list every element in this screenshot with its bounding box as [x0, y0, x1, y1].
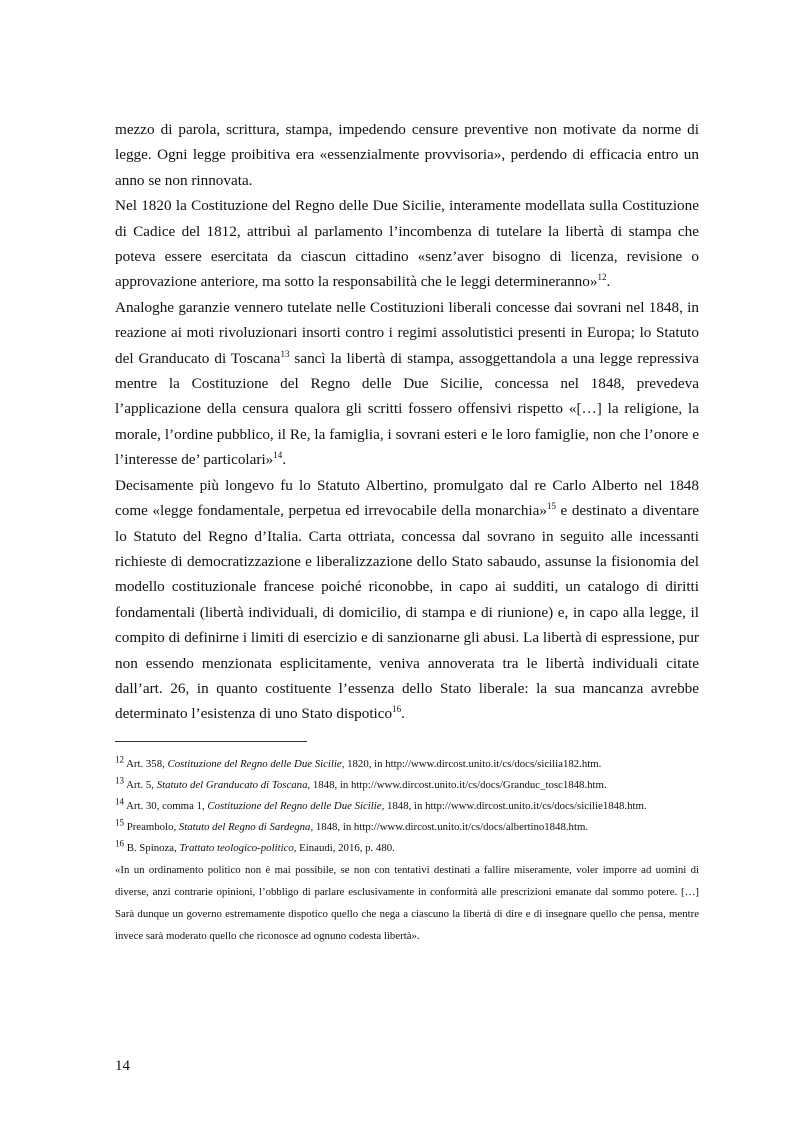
paragraph-text: Analoghe garanzie vennero tutelate nelle Costituzioni liberali concesse dai sovrani nel 1848, in reazione ai moti rivoluzionari insorti contro i regimi assolutistici presenti in Europa; lo Statuto del Granducato di Toscana	[115, 298, 699, 367]
footnote-ref[interactable]: 16	[392, 704, 402, 715]
footnote-ref[interactable]: 15	[546, 501, 556, 512]
page-content	[115, 117, 699, 947]
footnote: $^{15}$ Preambolo, Statuto del Regno di Sardegna, 1848, in http://www.dircost.unito.it/cs/docs/albertino1848.htm.	[115, 817, 589, 833]
paragraph: Decisamente più longevo fu lo Statuto Albertino, promulgato dal re Carlo Alberto nel 1848 come «legge fondamentale, perpetua ed irrevocabile della monarchia»$^{15}$ e destinato a diventare lo Statuto del Regno d’Italia. Carta ottriata, concessa dal sovrano in seguito alle incessanti richieste di democratizzazione e liberalizzazione dello Stato sabaudo, assunse la fisionomia del modello costituzionale francese poiché riconobbe, in capo ai sudditi, un catalogo di diritti fondamentali (libertà individuali, di domicilio, di stampa e di riunione) e, in capo alla legge, il compito di definirne i limiti di esercizio e di sanzionarne gli abusi. La libertà di espressione, pur non essendo menzionata esplicitamente, veniva annoverata tra le libertà individuali citate dall’art. 26, in quanto costituente l’essenza dello Stato liberale: la sua mancanza avrebbe determinato l’esistenza di uno Stato dispotico$^{16}$.	[115, 476, 699, 723]
body-text	[115, 117, 699, 727]
footnote-separator	[115, 741, 307, 742]
paragraph-text: Nel 1820 la Costituzione del Regno delle Due Sicilie, interamente modellata sulla Costituzione di Cadice del 1812, attribuì al parlamento l’incombenza di tutelare la libertà di stampa che poteva essere esercitata da ciascun cittadino «senz’aver bisogno di licenza, revisione o approvazione anteriore, ma sotto la responsabilità che le leggi determineranno»	[115, 197, 699, 291]
footnote: $^{16}$ B. Spinoza, Trattato teologico-politico, Einaudi, 2016, p. 480.	[115, 838, 395, 854]
footnote: $^{13}$ Art. 5, Statuto del Granducato di Toscana, 1848, in http://www.dircost.unito.it/cs/docs/Granduc_tosc1848.htm.	[115, 775, 607, 791]
footnote-quote: «In un ordinamento politico non è mai possibile, se non con tentativi destinati a fallire miseramente, voler imporre ad uomini di diverse, anzi contrarie opinioni, l’obbligo di parlare esclusivamente in conformità alle prescrizioni emanate dal sommo potere. […] Sarà dunque un governo estremamente dispotico quello che nega a ciascuno la libertà di dire e di insegnare quello che pensa, mentre invece sarà moderato quello che riconosce ad ognuno codesta libertà».	[115, 863, 699, 942]
paragraph: Analoghe garanzie vennero tutelate nelle Costituzioni liberali concesse dai sovrani nel 1848, in reazione ai moti rivoluzionari insorti contro i regimi assolutistici presenti in Europa; lo Statuto del Granducato di Toscana$^{13}$ sancì la libertà di stampa, assoggettandola a una legge repressiva mentre la Costituzione del Regno delle Due Sicilie, concessa nel 1848, prevedeva l’applicazione della censura qualora gli scritti fossero offensivi rispetto «[…] la religione, la morale, l’ordine pubblico, il Re, la famiglia, i sovrani esteri e le loro famiglie, non che l’onore e l’interesse de’ particolari»$^{14}$.	[115, 298, 699, 469]
footnote-ref[interactable]: 12	[597, 272, 607, 283]
footnotes	[115, 754, 699, 947]
paragraph: Nel 1820 la Costituzione del Regno delle Due Sicilie, interamente modellata sulla Costituzione di Cadice del 1812, attribuì al parlamento l’incombenza di tutelare la libertà di stampa che poteva essere esercitata da ciascun cittadino «senz’aver bisogno di licenza, revisione o approvazione anteriore, ma sotto la responsabilità che le leggi determineranno»$^{12}$.	[115, 197, 699, 291]
paragraph-text: mezzo di parola, scrittura, stampa, impedendo censure preventive non motivate da norme di legge. Ogni legge proibitiva era «essenzialmente provvisoria», perdendo di efficacia entro un anno se non rinnovata.	[115, 121, 699, 189]
footnote: $^{12}$ Art. 358, Costituzione del Regno delle Due Sicilie, 1820, in http://www.dircost.unito.it/cs/docs/sicilia182.htm.	[115, 754, 602, 770]
footnote-ref[interactable]: 14	[273, 450, 283, 461]
footnote: $^{14}$ Art. 30, comma 1, Costituzione del Regno delle Due Sicilie, 1848, in http://www.dircost.unito.it/cs/docs/sicilie1848.htm.	[115, 796, 647, 812]
paragraph-text: Decisamente più longevo fu lo Statuto Albertino, promulgato dal re Carlo Alberto nel 1848 come «legge fondamentale, perpetua ed irrevocabile della monarchia»	[115, 476, 699, 520]
page-number: 14	[115, 1058, 130, 1074]
footnote-ref[interactable]: 13	[280, 348, 290, 359]
paragraph	[115, 117, 699, 193]
